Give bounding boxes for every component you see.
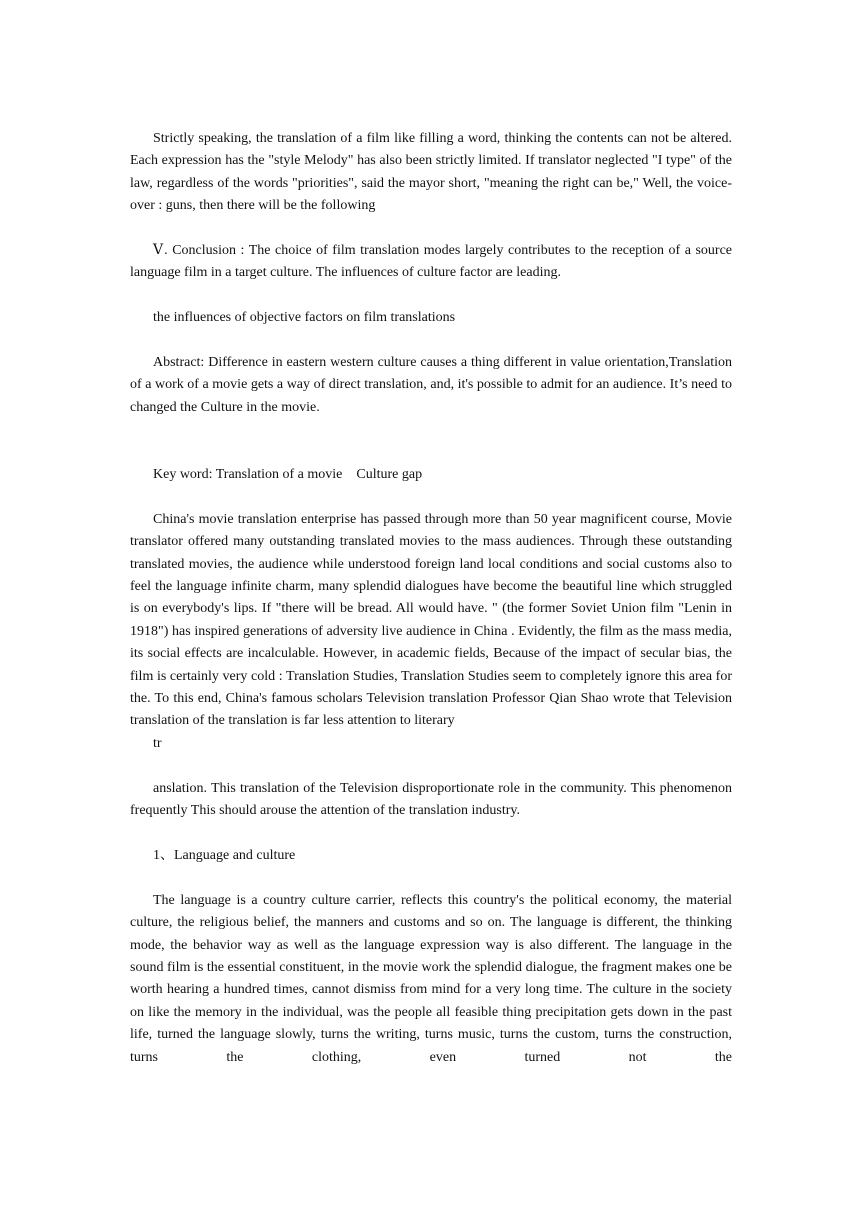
paper-title: the influences of objective factors on film translations: [153, 310, 456, 326]
paragraph-introduction: China's movie translation enterprise has passed through more than 50 year magnificent course, Movie translator offered many outstanding translated movies to the mass audiences. Through these outstanding translated movies, the audience while understood foreign land local conditions and social customs also to feel the language infinite charm, many splendid dialogues have become the beautiful line which struggled is on everybody's lips. If "there will be bread. All would have. " (the former Soviet Union film "Lenin in 1918") has inspired generations of adversity live audience in China . Evidently, the film as the mass media, its social effects are incalculable. However, in academic fields, Because of the impact of secular bias, the film is certainly very cold : Translation Studies, Translation Studies seem to completely ignore this area for the. To this end, China's famous scholars Television translation Professor Qian Shao wrote that Television translation of the translation is far less attention to literary: [130, 511, 732, 729]
paragraph-language-culture: The language is a country culture carrier, reflects this country's the political economy, the material culture, the religious belief, the manners and customs and so on. The language is different, the thinking mode, the behavior way as well as the language expression way is also different. The language in the sound film is the essential constituent, in the movie work the splendid dialogue, the fragment makes one be worth hearing a hundred times, cannot dismiss from mind for a very long time. The culture in the society on like the memory in the individual, was the people all feasible thing precipitation gets down in the past life, turned the language slowly, turns the writing, turns music, turns the custom, turns the construction, turns the clothing, even turned not the: [130, 892, 732, 1065]
paragraph-keywords: Key word: Translation of a movie Culture gap: [153, 467, 423, 483]
paragraph-abstract: Abstract: Difference in eastern western culture causes a thing different in value orientation,Translation of a work of a movie gets a way of direct translation, and, it's possible to admit for an audience. It’s need to changed the Culture in the movie.: [130, 355, 732, 415]
paragraph-film-translation: Strictly speaking, the translation of a film like filling a word, thinking the contents can not be altered. Each expression has the "style Melody" has also been strictly limited. If translator neglected "I type" of the law, regardless of the words "priorities", said the mayor short, "meaning the right can be," Well, the voice-over : guns, then there will be the following: [130, 131, 732, 214]
paragraph-fragment: tr: [153, 735, 162, 751]
document-page: [130, 128, 732, 1069]
section-heading-language-culture: 1、Language and culture: [153, 847, 296, 863]
paragraph-continuation: anslation. This translation of the Television disproportionate role in the community. This phenomenon frequently This should arouse the attention of the translation industry.: [130, 780, 732, 819]
paragraph-conclusion: Ⅴ. Conclusion : The choice of film translation modes largely contributes to the reception of a source language film in a target culture. The influences of culture factor are leading.: [130, 243, 732, 281]
